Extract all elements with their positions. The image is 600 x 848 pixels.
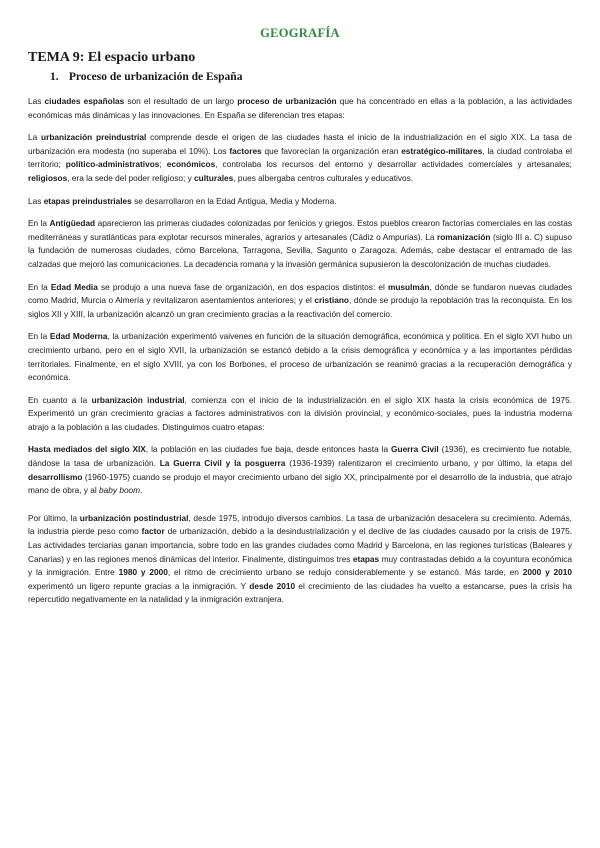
subject-title: GEOGRAFÍA bbox=[260, 26, 340, 40]
text-run: (1936), es crecimiento fue notable, dándose la tasa de urbanización. bbox=[28, 444, 572, 469]
text-run: , comienza con el inicio de la industrialización en el siglo XIX hasta la crisis económica de 1975. Experimentó un gran crecimiento gracias a factores administrativos con la división provincial, y económico-sociales, pues la industria moderna atrajo a la población a las ciudades. Distinguimos cuatro etapas: bbox=[28, 394, 572, 432]
text-run: son el resultado de un largo bbox=[124, 96, 238, 106]
bold-term: etapas preindustriales bbox=[43, 195, 132, 206]
bold-term: Hasta mediados del siglo XIX bbox=[28, 444, 146, 455]
bold-term: 1980 y 2000 bbox=[118, 567, 168, 578]
text-run: ; bbox=[159, 159, 167, 170]
topic-title: TEMA 9: El espacio urbano bbox=[28, 50, 196, 65]
text-run: . bbox=[140, 485, 143, 496]
bold-term: político-administrativos bbox=[65, 159, 160, 170]
bold-term: romanización bbox=[437, 231, 491, 242]
text-run: , controlaba los recursos del entorno y desarrollar actividades comerciales y artesanales; bbox=[215, 159, 572, 170]
text-run: En cuanto a la bbox=[28, 394, 92, 405]
text-run: que favorecían la organización eran bbox=[261, 145, 402, 156]
paragraph-hasta-xix bbox=[28, 443, 572, 497]
paragraph-postindustrial bbox=[28, 512, 572, 607]
bold-term: religiosos bbox=[28, 172, 68, 183]
section-number: 1. bbox=[50, 71, 59, 83]
bold-term: económicos bbox=[166, 159, 216, 170]
text-run: , pues albergaba centros culturales y educativos. bbox=[233, 172, 414, 183]
bold-term: estratégico-militares bbox=[401, 145, 483, 156]
paragraph-moderna bbox=[28, 330, 572, 384]
text-run: Las bbox=[28, 195, 44, 206]
bold-term: urbanización postindustrial bbox=[79, 512, 189, 523]
text-run: (siglo III a. C) supuso la fundación de numerosas ciudades, cómo Barcelona, Tarragona, Sevilla, Sagunto o Zaragoza. Además, cabe destacar el entramado de las calzadas que mejoró las comunicaciones. La decadencia romana y la invasión germánica supusieron la descolonización de muchas ciudades. bbox=[28, 231, 572, 269]
body-text bbox=[28, 95, 572, 607]
bold-term: Guerra Civil bbox=[391, 444, 439, 455]
paragraph-etapas bbox=[28, 195, 572, 209]
section-heading bbox=[50, 71, 572, 83]
text-run: comprende desde el origen de las ciudades hasta el inicio de la industrialización en el siglo XIX. La tasa de urbanización era modesta (no superaba el 10%). Los bbox=[28, 132, 572, 156]
bold-term: factor bbox=[141, 526, 165, 537]
paragraph-industrial bbox=[28, 394, 572, 435]
paragraph-intro bbox=[28, 95, 572, 122]
text-run: La bbox=[28, 132, 42, 143]
bold-term: La Guerra Civil y la posguerra bbox=[159, 458, 286, 469]
italic-term: baby boom bbox=[99, 485, 141, 496]
bold-term: 2000 y 2010 bbox=[522, 567, 573, 578]
text-run: que ha concentrado en ellas a la población, a las actividades económicas más dinámicas y las innovaciones. En España se diferencian tres etapas: bbox=[28, 96, 572, 120]
bold-term: urbanización industrial bbox=[91, 394, 185, 405]
bold-term: etapas bbox=[352, 553, 380, 564]
bold-term: ciudades españolas bbox=[44, 96, 125, 106]
bold-term: musulmán bbox=[387, 281, 430, 292]
bold-term: Antigüedad bbox=[49, 218, 96, 229]
text-run: Las bbox=[28, 96, 45, 106]
text-run: el crecimiento de las ciudades ha vuelto a estancarse, pues la crisis ha repercutido negativamente en la natalidad y la inmigración extranjera. bbox=[28, 580, 572, 605]
text-run: (1960-1975) cuando se produjo el mayor crecimiento urbano del siglo XX, principalmente por el desarrollo de la industria, que atrajo mano de obra, y al bbox=[28, 471, 572, 496]
section-title: Proceso de urbanización de España bbox=[68, 71, 243, 83]
text-run: , era la sede del poder religioso; y bbox=[67, 172, 195, 183]
text-run: , la urbanización experimentó vaivenes en función de la situación demográfica, económica y política. En el siglo XVI hubo un crecimiento urbano, pero en el siglo XVII, la urbanización se estancó debido a la crisis demográfica y económica y a las importantes pérdidas territoriales. Finalmente, en el siglo XVIII, ya con los Borbones, el proceso de urbanización se reanimó gracias a la recuperación demográfica y económica. bbox=[28, 331, 573, 383]
bold-term: cristiano bbox=[314, 295, 349, 306]
bold-term: urbanización preindustrial bbox=[41, 132, 147, 143]
text-run: , la población en las ciudades fue baja, desde entonces hasta la bbox=[145, 444, 392, 455]
text-run: , desde 1975, introdujo diversos cambios. La tasa de urbanización desacelera su crecimiento. Además, la industria pierde peso como bbox=[28, 512, 572, 537]
text-run: experimentó un ligero repunte gracias a la inmigración. Y bbox=[28, 580, 250, 591]
paragraph-antiguedad bbox=[28, 217, 572, 271]
text-run: En la bbox=[28, 331, 50, 342]
paragraph-media bbox=[28, 281, 572, 322]
text-run: aparecieron las primeras ciudades colonizadas por fenicios y griegos. Estos pueblos crearon factorías comerciales en las costas mediterráneas y suratlánticas para explotar recursos minerales, agrarios y artesanales (Cádiz o Ampurias). La bbox=[28, 218, 573, 242]
bold-term: desarrollismo bbox=[28, 471, 83, 482]
text-run: , dónde se produjo la repoblación tras la reconquista. En los siglos XII y XIII, la urbanización alcanzó un gran crecimiento gracias a la reactivación del comercio. bbox=[28, 295, 573, 319]
bold-term: proceso de urbanización bbox=[237, 96, 337, 106]
text-run: de urbanización, debido a la desindustrialización y el declive de las ciudades causado por la crisis de 1975. Las actividades terciarias ganan importancia, sobre todo en las grandes ciudades como Madrid y Barcelona, en las regiones turísticas (Baleares y Canarias) y en las regiones menos dinámicas del interior. Finalmente, distinguimos tres bbox=[28, 526, 573, 564]
text-run: , dónde se fundaron nuevas ciudades como Madrid, Murcia o Almería y revitalizaron asentamientos anteriores; y el bbox=[28, 281, 573, 306]
bold-term: desde 2010 bbox=[249, 580, 296, 591]
text-run: En la bbox=[28, 218, 50, 229]
bold-term: Edad Media bbox=[50, 281, 98, 292]
text-run: (1936-1939) ralentizaron el crecimiento urbano, y por último, la etapa del bbox=[285, 458, 572, 469]
bold-term: factores bbox=[229, 145, 262, 156]
text-run: muy contrastadas debido a la coyuntura económica y la inmigración. Entre bbox=[28, 553, 572, 578]
bold-term: Edad Moderna bbox=[49, 331, 108, 342]
bold-term: culturales bbox=[194, 172, 234, 183]
text-run: , la ciudad controlaba el territorio; bbox=[28, 145, 572, 170]
text-run: se produjo a una nueva fase de organización, en dos espacios distintos: el bbox=[97, 281, 388, 292]
text-run: En la bbox=[28, 281, 51, 292]
text-run: Por último, la bbox=[28, 512, 80, 523]
paragraph-preindustrial bbox=[28, 131, 572, 185]
text-run: se desarrollaron en la Edad Antigua, Media y Moderna. bbox=[131, 195, 337, 206]
text-run: , el ritmo de crecimiento urbano se redujo considerablemente y se estancó. Más tarde, en bbox=[167, 567, 523, 578]
